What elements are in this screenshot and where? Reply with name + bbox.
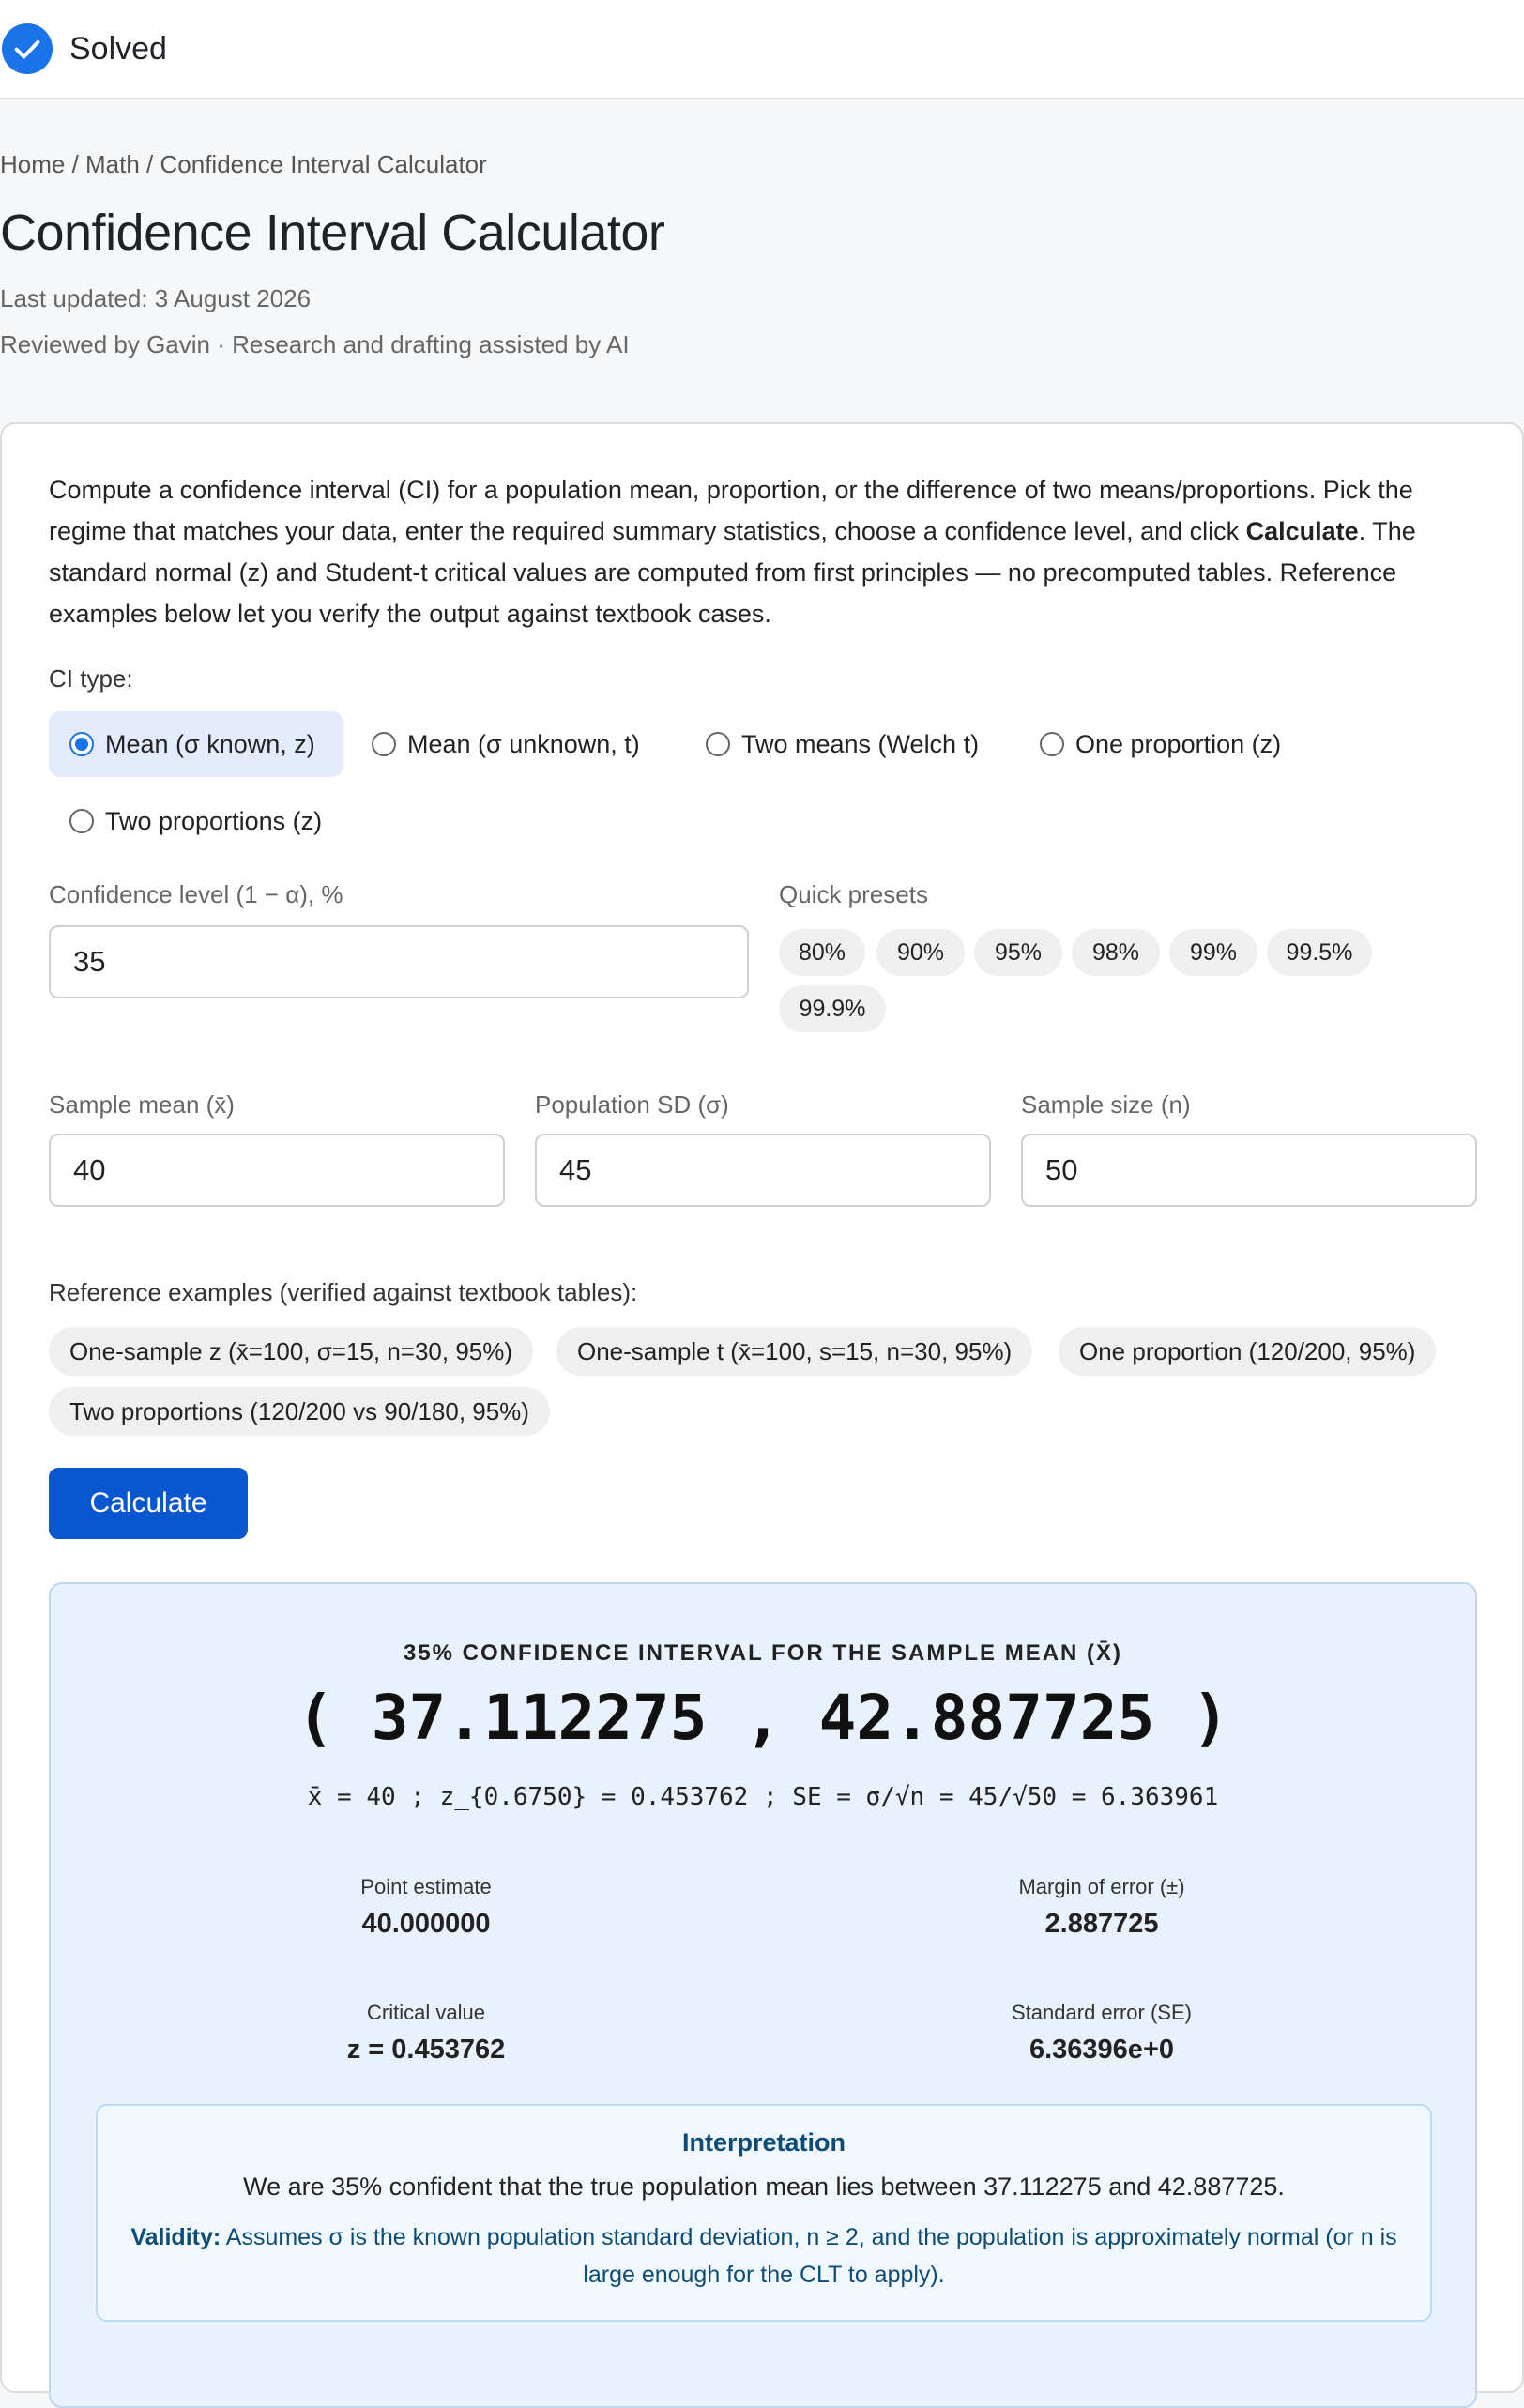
intro-text: Compute a confidence interval (CI) for a population mean, proportion, or the difference of two means/proportions. Pick the regime that matches your data, enter the required summary statistics, choose a confidence level, and click Calculate. The standard normal (z) and Student-t critical values are computed from first principles — no precomputed tables. Reference examples below let you verify the output against textbook cases. — [49, 476, 1416, 628]
reference-examples-label: Reference examples (verified against textbook tables): — [49, 1278, 638, 1306]
interpretation-title: Interpretation — [681, 2128, 846, 2157]
quick-presets-label: Quick presets — [779, 880, 928, 908]
validity-note: Validity: Assumes σ is the known population standard deviation, n ≥ 2, and the population is approximately normal (or n is large enough for the CLT to apply). — [130, 2224, 1397, 2288]
reference-example-chip[interactable]: Two proportions (120/200 vs 90/180, 95%) — [49, 1387, 550, 1436]
reference-example-chip[interactable]: One proportion (120/200, 95%) — [1059, 1327, 1436, 1376]
critical-value: Critical value z = 0.453762 — [346, 2001, 506, 2065]
radio-dot[interactable] — [706, 732, 730, 756]
preset-chip[interactable]: 95% — [974, 929, 1062, 976]
interpretation-text: We are 35% confident that the true population mean lies between 37.112275 and 42.887725. — [243, 2172, 1285, 2201]
top-bar — [0, 0, 1524, 99]
result-formula: x̄ = 40 ; z_{0.6750} = 0.453762 ; SE = σ/√n = 45/√50 = 6.363961 — [307, 1783, 1219, 1811]
status-label: Solved — [69, 30, 167, 67]
sample-mean-label: Sample mean (x̄) — [49, 1090, 235, 1119]
result-panel — [49, 1582, 1477, 2408]
radio-mean-sigma-known[interactable]: Mean (σ known, z) — [49, 711, 343, 777]
population-sd-input[interactable] — [535, 1134, 991, 1207]
radio-dot[interactable] — [69, 809, 94, 833]
calculate-button[interactable]: Calculate — [49, 1468, 248, 1539]
radio-dot[interactable] — [69, 732, 94, 756]
preset-chip[interactable]: 98% — [1072, 929, 1160, 976]
page-header — [0, 99, 1524, 359]
sample-size-label: Sample size (n) — [1021, 1090, 1191, 1119]
sample-mean-input[interactable] — [49, 1134, 505, 1207]
radio-dot[interactable] — [1040, 732, 1064, 756]
reference-example-chip[interactable]: One-sample z (x̄=100, σ=15, n=30, 95%) — [49, 1327, 533, 1376]
radio-mean-sigma-unknown[interactable]: Mean (σ unknown, t) — [351, 711, 661, 777]
calculator-card — [0, 422, 1524, 2393]
population-sd-label: Population SD (σ) — [535, 1090, 729, 1119]
page-title: Confidence Interval Calculator — [0, 205, 665, 261]
confidence-level-label: Confidence level (1 − α), % — [49, 880, 343, 908]
sample-size-input[interactable] — [1021, 1134, 1477, 1207]
interpretation-box — [96, 2104, 1432, 2322]
reviewed-by: Reviewed by Gavin · Research and drafting assisted by AI — [0, 330, 630, 358]
radio-one-proportion[interactable]: One proportion (z) — [1019, 711, 1302, 777]
preset-chip[interactable]: 99.5% — [1267, 929, 1372, 976]
preset-chip[interactable]: 90% — [876, 929, 965, 976]
preset-chip[interactable]: 99.9% — [779, 985, 886, 1032]
checkmark-icon — [2, 23, 53, 74]
radio-two-proportions[interactable]: Two proportions (z) — [49, 788, 343, 854]
radio-two-means[interactable]: Two means (Welch t) — [685, 711, 999, 777]
preset-chip[interactable]: 99% — [1169, 929, 1257, 976]
reference-example-chip[interactable]: One-sample t (x̄=100, s=15, n=30, 95%) — [556, 1327, 1032, 1376]
ci-type-label: CI type: — [49, 664, 133, 693]
radio-dot[interactable] — [372, 732, 396, 756]
standard-error: Standard error (SE) 6.36396e+0 — [1012, 2001, 1192, 2065]
last-updated: Last updated: 3 August 2026 — [0, 284, 312, 312]
confidence-level-input[interactable] — [49, 925, 749, 998]
result-heading: 35% CONFIDENCE INTERVAL FOR THE SAMPLE MEAN (X̄) — [403, 1640, 1123, 1666]
breadcrumb[interactable]: Home / Math / Confidence Interval Calculator — [0, 150, 487, 178]
preset-chip[interactable]: 80% — [779, 929, 865, 976]
confidence-interval-value: ( 37.112275 , 42.887725 ) — [297, 1682, 1229, 1754]
point-estimate: Point estimate 40.000000 — [360, 1875, 492, 1939]
margin-of-error: Margin of error (±) 2.887725 — [1018, 1875, 1185, 1939]
